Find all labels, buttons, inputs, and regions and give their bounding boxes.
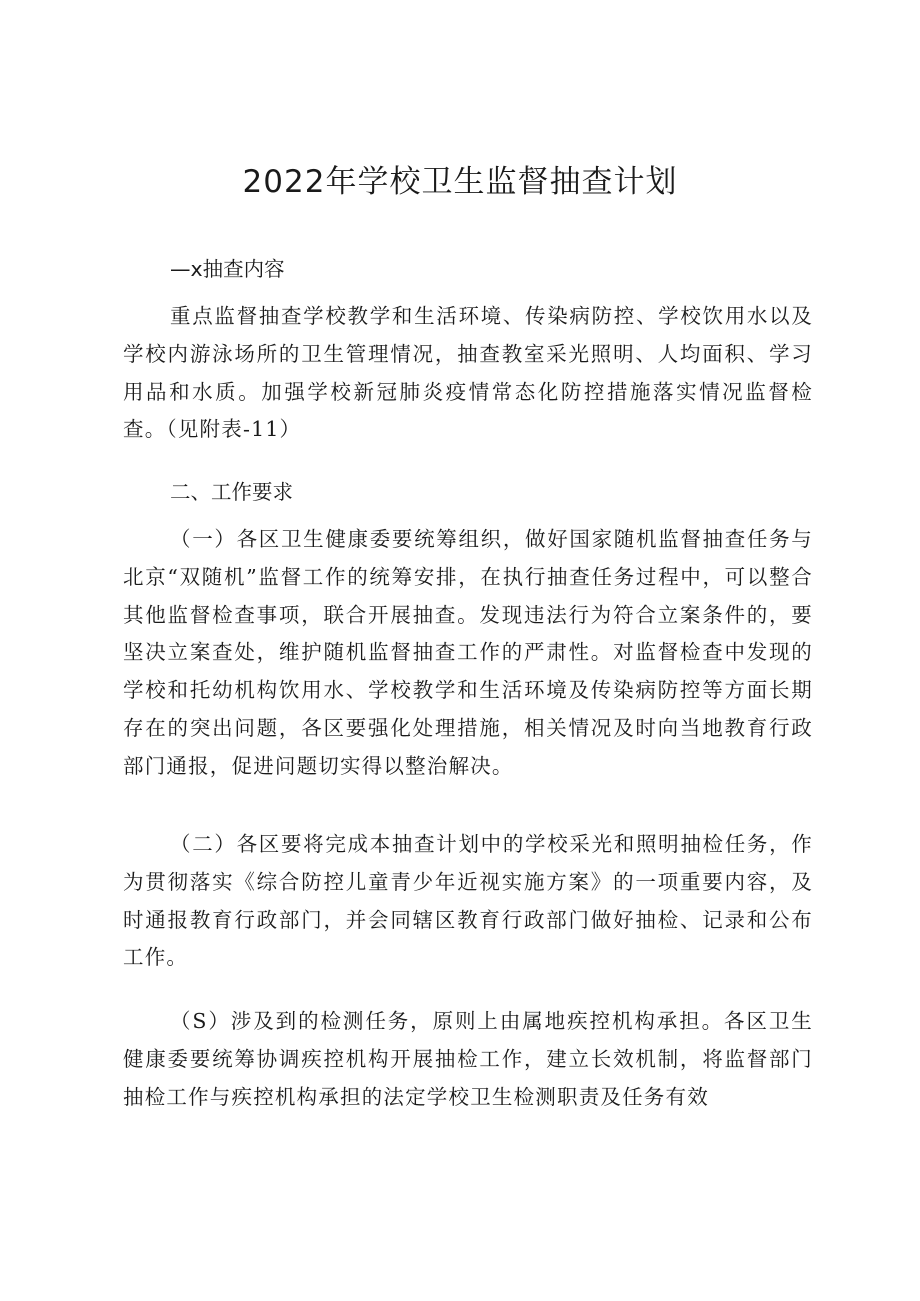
paragraph-inspection-content: 重点监督抽查学校教学和生活环境、传染病防控、学校饮用水以及学校内游泳场所的卫生管理情况，抽查教室采光照明、人均面积、学习用品和水质。加强学校新冠肺炎疫情常态化防控措施落实情况监督检查。（见附表-11） (123, 304, 813, 442)
paragraph-requirement-1: （一）各区卫生健康委要统筹组织，做好国家随机监督抽查任务与北京“双随机”监督工作的统筹安排，在执行抽查任务过程中，可以整合其他监督检查事项，联合开展抽查。发现违法行为符合立案条件的，要坚决立案查处，维护随机监督抽查工作的严肃性。对监督检查中发现的学校和托幼机构饮用水、学校教学和生活环境及传染病防控等方面长期存在的突出问题，各区要强化处理措施，相关情况及时向当地教育行政部门通报，促进问题切实得以整治解决。 (123, 527, 813, 778)
document-title: 2022年学校卫生监督抽查计划 (242, 164, 678, 200)
section-heading-work-requirements: 二、工作要求 (170, 480, 293, 504)
section-heading-inspection-content: —x抽查内容 (170, 257, 285, 281)
paragraph-requirement-2: （二）各区要将完成本抽查计划中的学校采光和照明抽检任务，作为贯彻落实《综合防控儿童青少年近视实施方案》的一项重要内容，及时通报教育行政部门，并会同辖区教育行政部门做好抽检、记录和公布工作。 (123, 832, 813, 970)
paragraph-requirement-3: （S）涉及到的检测任务，原则上由属地疾控机构承担。各区卫生健康委要统筹协调疾控机构开展抽检工作，建立长效机制，将监督部门抽检工作与疾控机构承担的法定学校卫生检测职责及任务有效 (123, 1009, 813, 1109)
